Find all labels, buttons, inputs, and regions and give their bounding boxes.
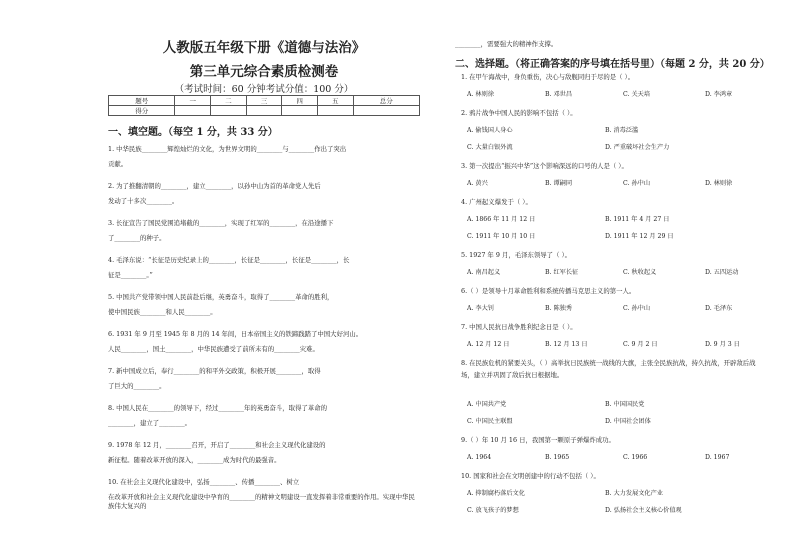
question-options	[455, 304, 765, 313]
option-b[interactable]: B. 中国国民党	[605, 401, 645, 408]
exam-info: （考试时间：60 分钟考试分值：100 分）	[174, 84, 354, 95]
question-options	[455, 232, 765, 241]
score-table-score-row	[109, 106, 420, 116]
question-options	[455, 268, 765, 277]
question-stem: 1. 在甲午海战中，身负重伤，决心与敌舰同归于尽的是（ ）。	[461, 73, 635, 81]
option-c[interactable]: C. 1966	[623, 454, 648, 461]
option-d[interactable]: D. 弘扬社会主义核心价值观	[605, 507, 682, 514]
option-a[interactable]: A. 李大钊	[467, 305, 494, 312]
option-b[interactable]: B. 消毒泛滥	[605, 127, 639, 134]
fill-line: 9. 1978 年 12 月，________召开，开启了________和社会主义现代化建设的	[108, 441, 326, 449]
question-options	[455, 143, 765, 152]
question-options	[455, 417, 765, 426]
score-cell: 题号	[109, 96, 175, 106]
option-d[interactable]: D. 严重破坏社会生产力	[605, 144, 670, 151]
option-d[interactable]: D. 毛泽东	[705, 305, 733, 312]
score-table-header-row	[109, 96, 420, 106]
fill-line: 5. 中国共产党带领中国人民前赴后继，英勇奋斗，取得了________革命的胜利，	[108, 293, 334, 301]
option-b[interactable]: B. 大力发展文化产业	[605, 490, 663, 497]
option-a[interactable]: A. 1866 年 11 月 12 日	[467, 216, 536, 223]
score-table	[108, 95, 420, 116]
question-options	[455, 179, 765, 188]
option-c[interactable]: C. 孙中山	[623, 180, 651, 187]
option-a[interactable]: A. 南昌起义	[467, 269, 501, 276]
question-stem: 7. 中国人民抗日战争胜利纪念日是（ ）。	[461, 323, 577, 331]
option-a[interactable]: A. 1964	[467, 454, 492, 461]
question-options	[455, 506, 765, 515]
fill-line: 6. 1931 年 9 月至 1945 年 8 月的 14 年间，日本帝国主义的铁蹄践踏了中国大好河山。	[108, 330, 363, 338]
fill-line: 2. 为了推翻清朝的________，建立________，以孙中山为首的革命党人先后	[108, 182, 321, 190]
question-stem: 10. 国家和社会在文明创建中的行动不包括（ ）。	[461, 472, 600, 480]
fill-line: 人民________，国土________，中华民族遭受了前所未有的________灾难。	[108, 345, 319, 353]
question-options	[455, 90, 765, 99]
question-stem: 5. 1927 年 9 月，毛泽东领导了（ ）。	[461, 251, 572, 259]
question-stem: 4. 广州起义爆发于（ ）。	[461, 198, 532, 206]
fill-line: 贡献。	[108, 160, 128, 168]
option-d[interactable]: D. 林则徐	[705, 180, 733, 187]
score-cell[interactable]	[282, 106, 318, 116]
option-b[interactable]: B. 1911 年 4 月 27 日	[605, 216, 670, 223]
question-options	[455, 400, 765, 409]
option-d[interactable]: D. 1967	[705, 454, 730, 461]
option-c[interactable]: C. 1911 年 10 月 10 日	[467, 233, 536, 240]
option-d[interactable]: D. 五四运动	[705, 269, 739, 276]
fill-line: ________，建立了________。	[108, 419, 192, 427]
option-a[interactable]: A. 林则徐	[467, 91, 494, 98]
option-b[interactable]: B. 1965	[545, 454, 570, 461]
score-cell: 三	[246, 96, 282, 106]
option-d[interactable]: D. 9 月 3 日	[705, 341, 740, 348]
option-c[interactable]: C. 孙中山	[623, 305, 651, 312]
score-cell: 得分	[109, 106, 175, 116]
question-options	[455, 126, 765, 135]
question-options	[455, 453, 765, 462]
option-a[interactable]: A. 黄兴	[467, 180, 488, 187]
question-stem: 6.（ ）是领导十月革命胜利和系统传播马克思主义的第一人。	[461, 287, 636, 295]
question-stem: 3. 第一次提出“振兴中华”这个影响深远的口号的人是（ ）。	[461, 162, 628, 170]
fill-line-continued: ________，需要强大的精神作支撑。	[455, 40, 558, 48]
option-c[interactable]: C. 关天培	[623, 91, 651, 98]
score-cell: 四	[282, 96, 318, 106]
question-options	[455, 489, 765, 498]
option-c[interactable]: C. 秋收起义	[623, 269, 657, 276]
score-cell[interactable]	[246, 106, 282, 116]
option-b[interactable]: B. 谭嗣同	[545, 180, 573, 187]
question-options	[455, 340, 765, 349]
section2-heading: 二、选择题。（将正确答案的序号填在括号里）（每题 2 分，共 20 分）	[455, 59, 770, 70]
option-c[interactable]: C. 放飞孩子的梦想	[467, 507, 519, 514]
fill-line: 征是________。”	[108, 271, 153, 279]
option-d[interactable]: D. 中国社会团体	[605, 418, 651, 425]
score-cell[interactable]	[317, 106, 353, 116]
option-b[interactable]: B. 邓世昌	[545, 91, 573, 98]
question-stem: 2. 鸦片战争中国人民的影响不包括（ ）。	[461, 109, 577, 117]
score-cell[interactable]	[175, 106, 211, 116]
score-cell[interactable]	[353, 106, 419, 116]
score-cell: 一	[175, 96, 211, 106]
fill-line: 1. 中华民族________辉煌灿烂的文化，为世界文明的________与________作出了突出	[108, 145, 347, 153]
question-stem: 9.（ ）年 10 月 16 日，我国第一颗原子弹爆炸成功。	[461, 436, 615, 444]
fill-line: 10. 在社会主义现代化建设中，弘扬________、传播________、树立	[108, 478, 300, 486]
question-stem: 8. 在民族危机的紧要关头，（ ）高举抗日民族统一战线的大旗，主张全民族抗战，持久抗战，开辟敌后战场，建立并巩固了敌后抗日根据地。	[461, 359, 756, 379]
score-cell[interactable]	[211, 106, 247, 116]
fill-line: 3. 长征宣告了国民党围追堵截的________，实现了红军的________，在沿途播下	[108, 219, 334, 227]
option-c[interactable]: C. 9 月 2 日	[623, 341, 658, 348]
fill-line: 了________的种子。	[108, 234, 166, 242]
option-a[interactable]: A. 中国共产党	[467, 401, 507, 408]
option-b[interactable]: B. 陈独秀	[545, 305, 573, 312]
fill-line: 8. 中国人民在________的领导下，经过________年的英勇奋斗，取得了革命的	[108, 404, 328, 412]
fill-line: 7. 新中国成立后，奉行________的和平外交政策，积极开展________，取得	[108, 367, 321, 375]
fill-line: 使中国民族________和人民________。	[108, 308, 217, 316]
fill-line: 4. 毛泽东说：“长征是历史纪录上的________，长征是________，长征是________，长	[108, 256, 350, 264]
fill-line: 了巨大的________。	[108, 382, 166, 390]
fill-line: 在改革开放和社会主义现代化建设中孕育的________的精神文明建设一直发挥着非常重要的作用。实现中华民族伟大复兴的	[108, 493, 415, 510]
option-d[interactable]: D. 1911 年 12 月 29 日	[605, 233, 674, 240]
option-c[interactable]: C. 大量白银外流	[467, 144, 513, 151]
option-b[interactable]: B. 12 月 13 日	[545, 341, 588, 348]
option-a[interactable]: A. 抑制腐朽落后文化	[467, 490, 525, 497]
question-options	[455, 215, 765, 224]
score-cell: 五	[317, 96, 353, 106]
option-d[interactable]: D. 李鸿章	[705, 91, 733, 98]
option-a[interactable]: A. 偷钱国人身心	[467, 127, 513, 134]
fill-line: 新征程。随着改革开放的深入，________成为时代的最强音。	[108, 456, 281, 464]
exam-subtitle: 第三单元综合素质检测卷	[189, 64, 339, 80]
score-cell: 二	[211, 96, 247, 106]
option-b[interactable]: B. 红军长征	[545, 269, 579, 276]
option-c[interactable]: C. 中国民主联盟	[467, 418, 513, 425]
option-a[interactable]: A. 12 月 12 日	[467, 341, 510, 348]
exam-title: 人教版五年级下册《道德与法治》	[162, 40, 366, 56]
fill-line: 发动了十多次________。	[108, 197, 179, 205]
section1-heading: 一、填空题。（每空 1 分，共 33 分）	[108, 127, 278, 138]
score-cell: 总分	[353, 96, 419, 106]
